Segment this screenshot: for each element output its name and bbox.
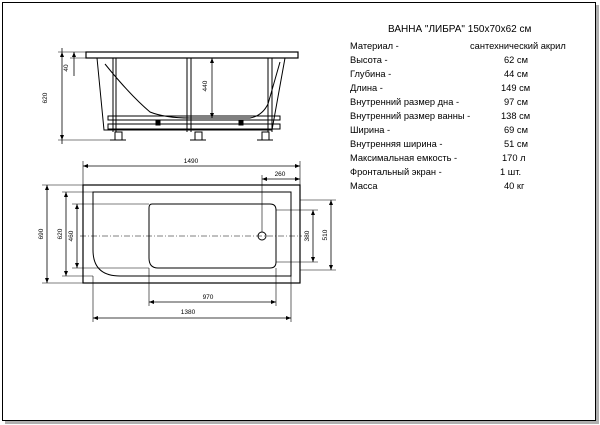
- dim-arrow: [72, 52, 76, 57]
- spec-label: Внутренний размер дна -: [350, 97, 460, 107]
- spec-label: Материал -: [350, 41, 399, 51]
- dim-arrow: [149, 300, 154, 304]
- dim-arrow: [64, 192, 68, 197]
- dim-label-outer-width: 690: [38, 228, 45, 240]
- frame-bolt: [239, 121, 243, 125]
- dim-label-side-rim: 40: [63, 64, 70, 72]
- dim-label-inner-length: 1380: [180, 309, 196, 316]
- spec-label: Ширина -: [350, 125, 391, 135]
- dim-arrow: [295, 164, 300, 168]
- frame-foot: [195, 132, 202, 140]
- spec-value: 170 л: [502, 153, 526, 163]
- top-view-inner-contour: [93, 192, 291, 276]
- top-view: [42, 161, 336, 322]
- dim-arrow: [271, 300, 276, 304]
- top-view-arrows: [45, 164, 333, 320]
- dim-arrow: [64, 271, 68, 276]
- dim-arrow: [45, 278, 49, 283]
- dim-label-side-height: 620: [42, 92, 49, 104]
- spec-value: 97 см: [504, 97, 528, 107]
- spec-label: Внутренний размер ванны -: [350, 111, 471, 121]
- dim-label-drain-width: 380: [304, 230, 311, 242]
- dim-arrow: [75, 263, 79, 268]
- dim-label-top-length: 1490: [183, 158, 199, 165]
- dim-arrow: [45, 185, 49, 190]
- frame-bolt: [156, 121, 160, 125]
- spec-value: 51 см: [504, 139, 528, 149]
- dim-arrow: [93, 316, 98, 320]
- spec-value: 44 см: [504, 69, 528, 79]
- dim-arrow: [60, 135, 64, 140]
- spec-value: 1 шт.: [500, 167, 522, 177]
- spec-value: 62 см: [504, 55, 528, 65]
- spec-label: Масса: [350, 181, 378, 191]
- spec-label: Максимальная емкость -: [350, 153, 458, 163]
- spec-value: 138 см: [501, 111, 531, 121]
- dim-arrow: [329, 200, 333, 205]
- frame-foot: [115, 132, 122, 140]
- frame-foot: [262, 132, 269, 140]
- spec-value: 40 кг: [504, 181, 525, 191]
- dim-arrow: [60, 52, 64, 57]
- dim-arrow: [311, 210, 315, 215]
- dim-arrow: [311, 257, 315, 262]
- dim-label-bottom-length: 970: [202, 294, 214, 301]
- side-view-rim: [86, 52, 298, 58]
- spec-value: 69 см: [504, 125, 528, 135]
- dim-label-bottom-width: 460: [68, 230, 75, 242]
- dim-label-inner-width: 620: [57, 228, 64, 240]
- side-view-inner-curve: [105, 62, 280, 118]
- spec-label: Фронтальный экран -: [350, 167, 442, 177]
- dim-label-inner-width-right: 510: [322, 229, 329, 241]
- spec-label: Внутренняя ширина -: [350, 139, 443, 149]
- dim-arrow: [295, 177, 300, 181]
- dim-label-side-depth: 440: [202, 80, 209, 92]
- dim-arrow: [286, 316, 291, 320]
- dim-arrow: [262, 177, 267, 181]
- spec-label: Высота -: [350, 55, 388, 65]
- dim-arrow: [210, 58, 214, 63]
- dim-arrow: [75, 204, 79, 209]
- spec-label: Глубина -: [350, 69, 392, 79]
- side-view: [58, 48, 298, 144]
- drawing-title: ВАННА "ЛИБРА" 150x70x62 см: [388, 24, 532, 35]
- dim-label-top-offset: 260: [274, 171, 286, 178]
- spec-value: сантехнический акрил: [470, 41, 566, 51]
- frame-bar: [108, 124, 280, 129]
- spec-value: 149 см: [501, 83, 531, 93]
- dim-arrow: [329, 265, 333, 270]
- dim-arrow: [83, 164, 88, 168]
- spec-label: Длина -: [350, 83, 383, 93]
